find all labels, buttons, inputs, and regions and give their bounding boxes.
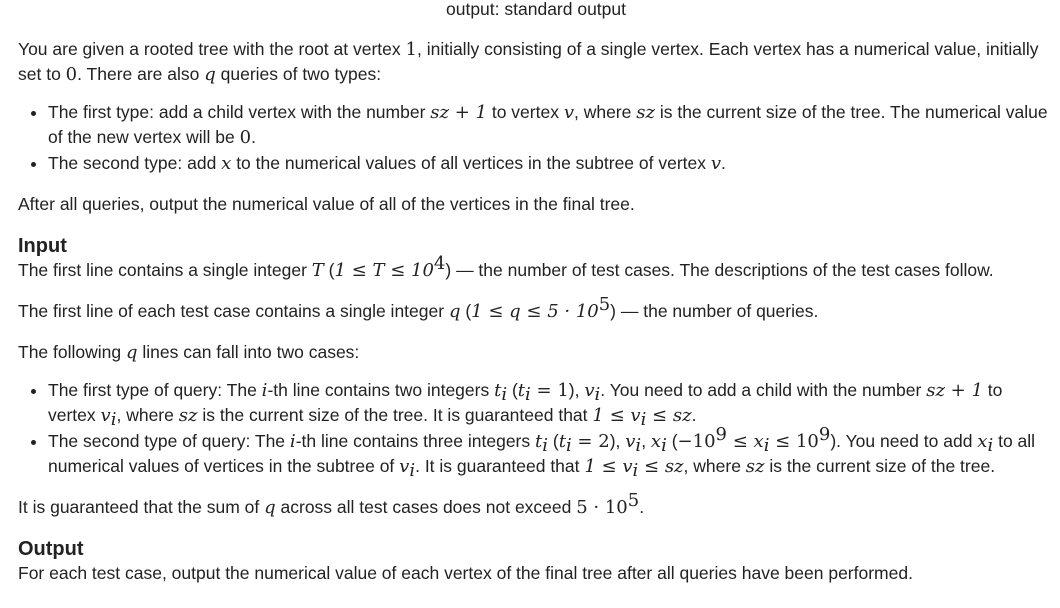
list-item: • The second type of query: The i-th line contains three integers $t_i$ $(t_i = 2)$, $v_i$, $x_i$ $(-10^9 \le x_i \le 10^9)$. You need to add $x_i$ to all numerical values of vertices in the subtree of $v_i$. It is guaranteed that $1 \le v_i$ ≤ sz, where sz is the current size of the tree.	[48, 429, 1054, 479]
input-line-3: The following q lines can fall into two cases:	[18, 342, 360, 363]
problem-statement	[18, 0, 1054, 586]
query-types-list	[18, 100, 1054, 176]
list-item: • The first type of query: The i-th line contains two integers $t_i$ $(t_i = 1)$, $v_i$. You need to add a child with the number sz + 1 to vertex $v_i$, where sz is the current size of the tree. It is guaranteed that $1 \le v_i$ ≤ sz.	[48, 378, 1054, 428]
input-line-2: The first line of each test case contains a single integer q $(1 \le q \le 5 \cdot 10^5)$ — the number of queries.	[18, 294, 819, 322]
intro-paragraph: You are given a rooted tree with the root at vertex 1, initially consisting of a single vertex. Each vertex has a numerical value, initially set to 0. There are also q queries of two types:	[18, 39, 1039, 85]
output-text: For each test case, output the numerical value of each vertex of the final tree after all queries have been performed.	[18, 563, 913, 583]
input-heading: Input	[18, 235, 67, 257]
list-item: • The second type: add x to the numerical values of all vertices in the subtree of vertex v.	[48, 151, 1054, 176]
sum-guarantee: It is guaranteed that the sum of q across all test cases does not exceed $5 \cdot 10^5$.	[18, 490, 645, 518]
list-item: • The first type: add a child vertex with the number sz + 1 to vertex v, where sz is the current size of the tree. The numerical value of the new vertex will be 0.	[48, 100, 1054, 150]
after-queries-text: After all queries, output the numerical value of all of the vertices in the final tree.	[18, 194, 635, 214]
input-line-1: The first line contains a single integer T $(1 \le T \le 10^4)$ — the number of test cases. The descriptions of the test cases follow.	[18, 253, 994, 281]
input-cases-list	[18, 378, 1054, 479]
output-spec-line: output: standard output	[446, 0, 626, 19]
output-heading: Output	[18, 538, 84, 560]
